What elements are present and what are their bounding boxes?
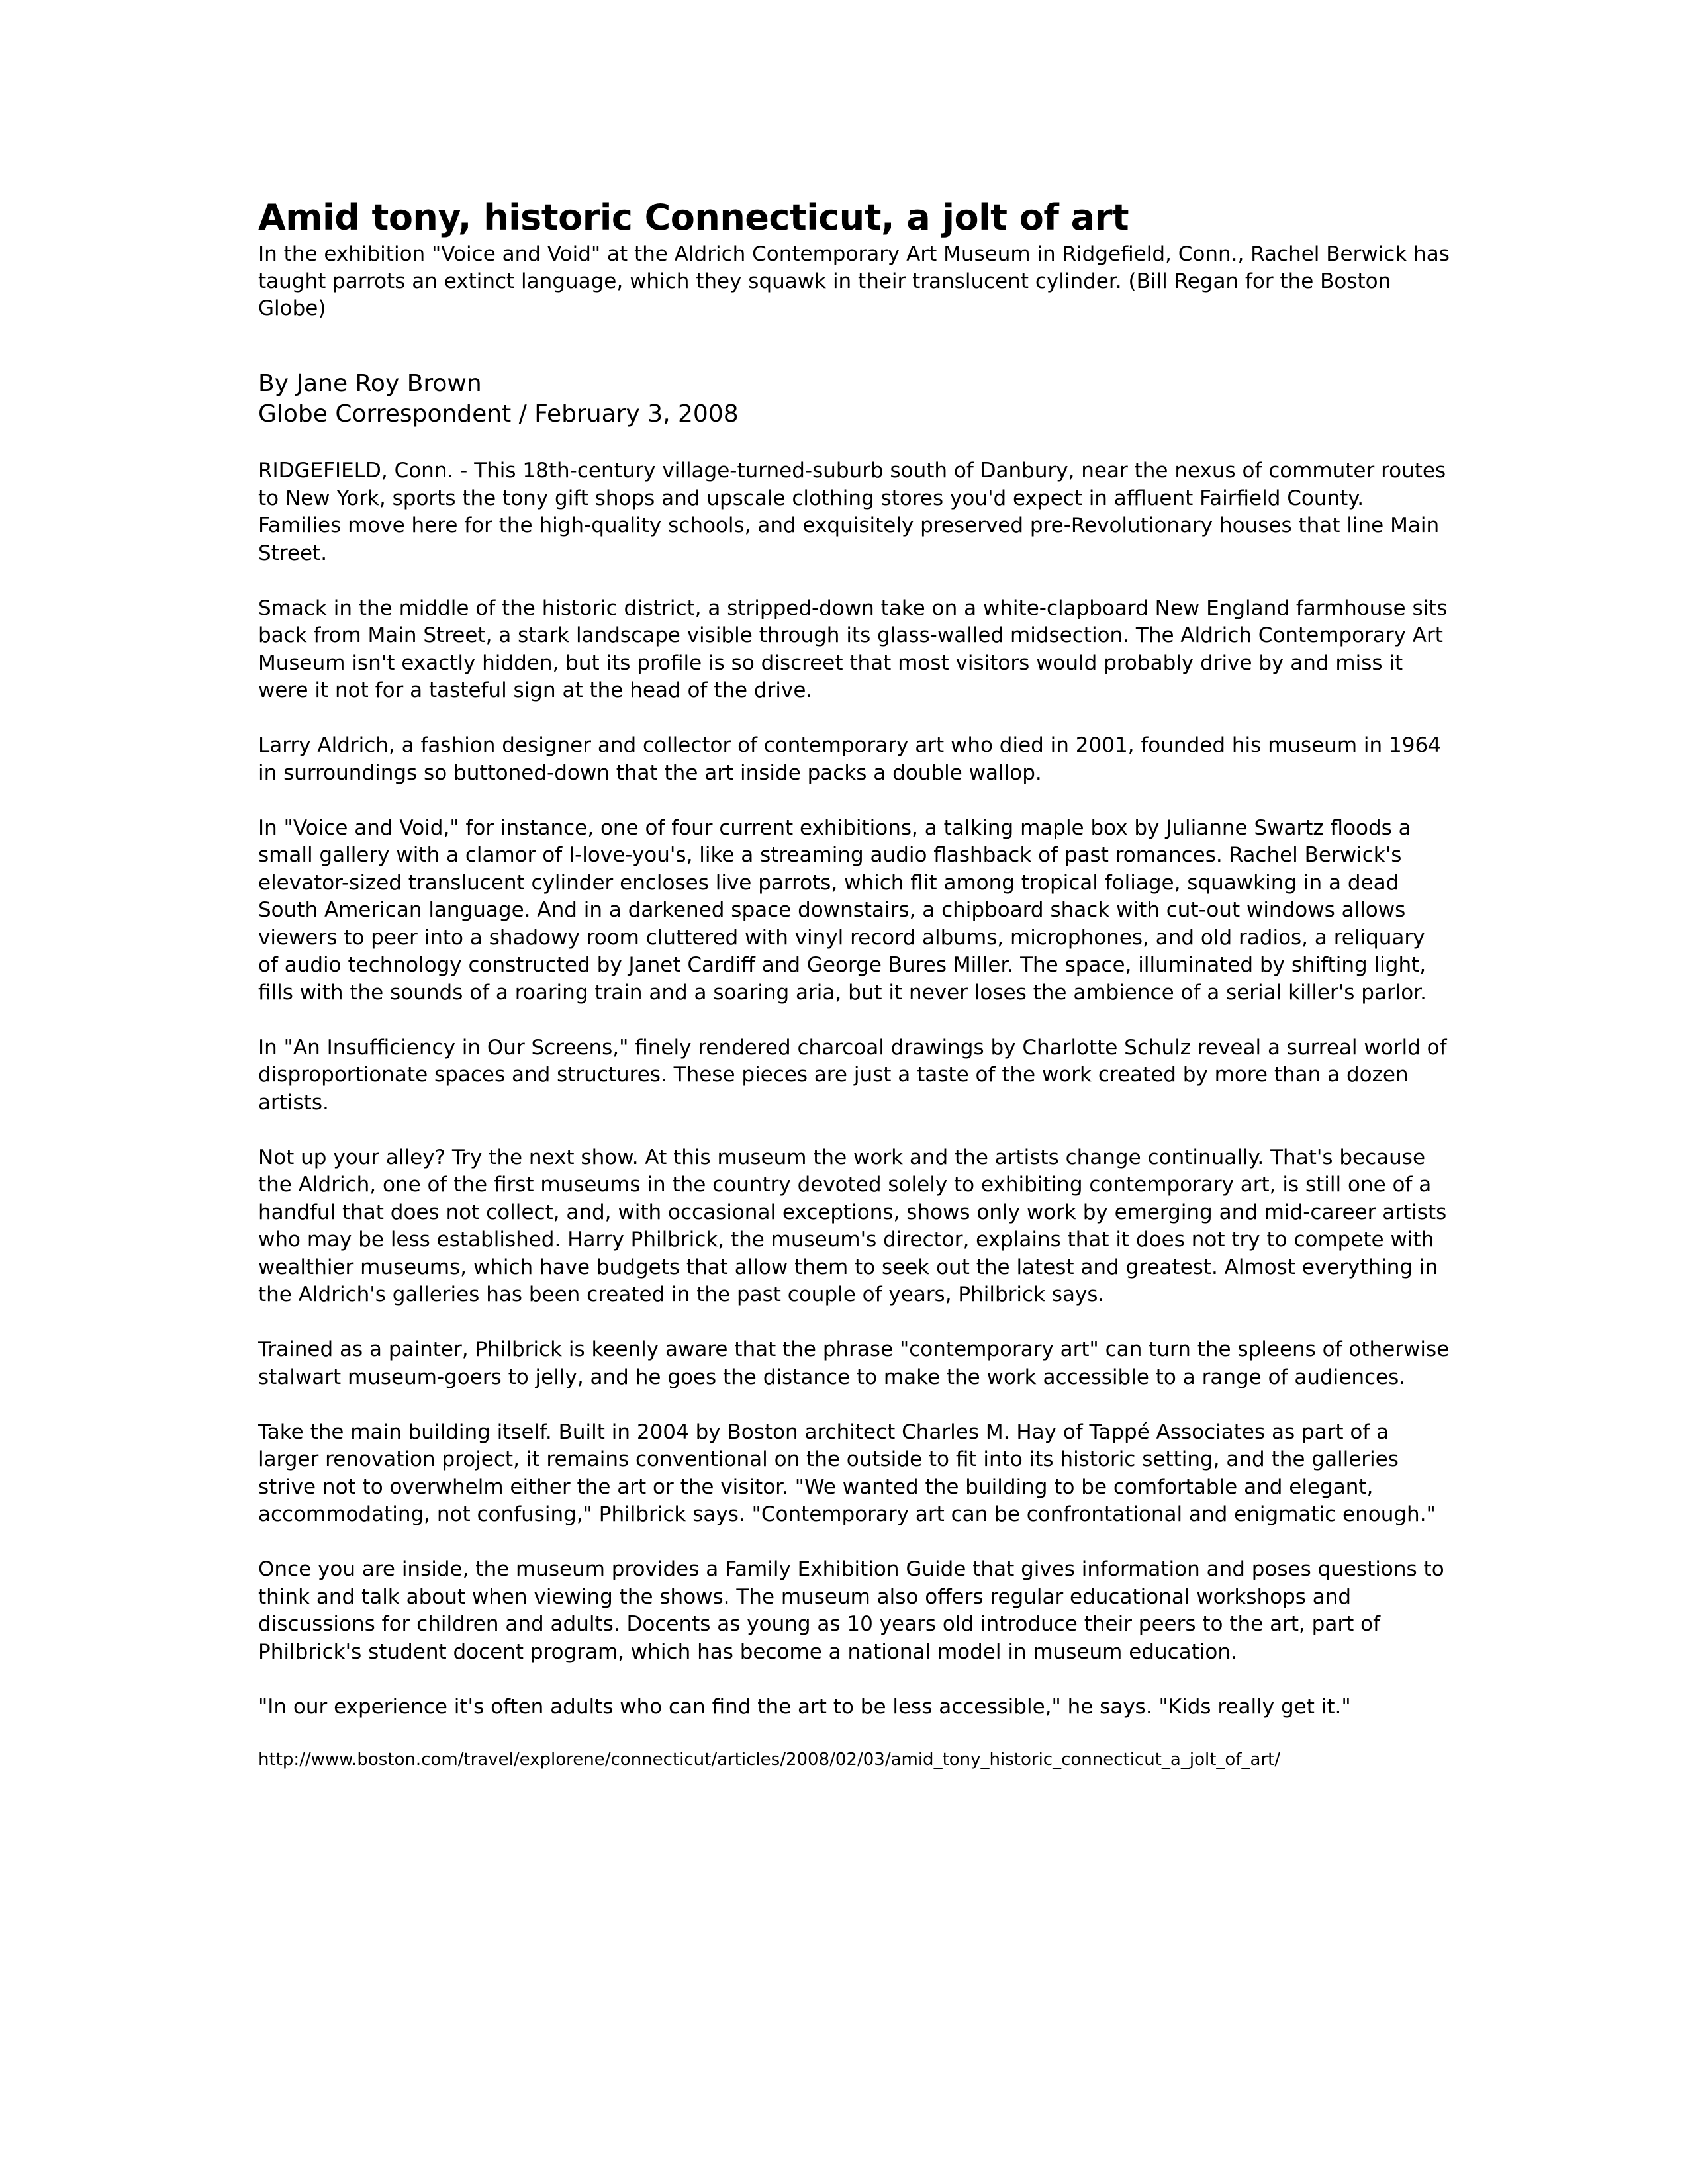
article-paragraph: Once you are inside, the museum provides a Family Exhibition Guide that gives information and poses questions to think and talk about when viewing the shows. The museum also offers regular educational workshops and discussions for children and adults. Docents as young as 10 years old introduce their peers to the art, part of Philbrick's student docent program, which has become a national model in museum education. [258,1557,1444,1664]
article-paragraph: Trained as a painter, Philbrick is keenly aware that the phrase "contemporary art" can turn the spleens of otherwise stalwart museum-goers to jelly, and he goes the distance to make the work accessible to a range of audiences. [258,1338,1450,1389]
article-paragraph: In "An Insufficiency in Our Screens," finely rendered charcoal drawings by Charlotte Schulz reveal a surreal world of disproportionate spaces and structures. These pieces are just a taste of the work created by more than a dozen artists. [258,1035,1447,1115]
article-paragraph: RIDGEFIELD, Conn. - This 18th-century village-turned-suburb south of Danbury, near the nexus of commuter routes to New York, sports the tony gift shops and upscale clothing stores you'd expect in affluent Fairfield County. Families move here for the high-quality schools, and exquisitely preserved pre-Revolutionary houses that line Main Street. [258,459,1446,565]
article-paragraph: In "Voice and Void," for instance, one of four current exhibitions, a talking maple box by Julianne Swartz floods a small gallery with a clamor of I-love-you's, like a streaming audio flashback of past romances. Rachel Berwick's elevator-sized translucent cylinder encloses live parrots, which flit among tropical foliage, squawking in a dead South American language. And in a darkened space downstairs, a chipboard shack with cut-out windows allows viewers to peer into a shadowy room cluttered with vinyl record albums, microphones, and old radios, a reliquary of audio technology constructed by Janet Cardiff and George Bures Miller. The space, illuminated by shifting light, fills with the sounds of a roaring train and a soaring aria, but it never loses the ambience of a serial killer's parlor. [258,815,1427,1005]
byline [258,369,1450,430]
article-body [258,457,1450,1721]
dateline: Globe Correspondent / February 3, 2008 [258,400,739,428]
article-paragraph: Take the main building itself. Built in 2004 by Boston architect Charles M. Hay of Tappé Associates as part of a larger renovation project, it remains conventional on the outside to fit into its historic setting, and the galleries strive not to overwhelm either the art or the visitor. "We wanted the building to be comfortable and elegant, accommodating, not confusing," Philbrick says. "Contemporary art can be confrontational and enigmatic enough." [258,1420,1436,1526]
author-name: By Jane Roy Brown [258,370,482,397]
article-paragraph: Smack in the middle of the historic district, a stripped-down take on a white-clapboard New England farmhouse sits back from Main Street, a stark landscape visible through its glass-walled midsection. The Aldrich Contemporary Art Museum isn't exactly hidden, but its profile is so discreet that most visitors would probably drive by and miss it were it not for a tasteful sign at the head of the drive. [258,596,1448,702]
photo-caption: In the exhibition "Voice and Void" at the Aldrich Contemporary Art Museum in Ridgefield, Conn., Rachel Berwick has taught parrots an extinct language, which they squawk in their translucent cylinder. (Bill Regan for the Boston Globe) [258,242,1450,320]
article-paragraph: Not up your alley? Try the next show. At this museum the work and the artists change continually. That's because the Aldrich, one of the first museums in the country devoted solely to exhibiting contemporary art, is still one of a handful that does not collect, and, with occasional exceptions, shows only work by emerging and mid-career artists who may be less established. Harry Philbrick, the museum's director, explains that it does not try to compete with wealthier museums, which have budgets that allow them to seek out the latest and greatest. Almost everything in the Aldrich's galleries has been created in the past couple of years, Philbrick says. [258,1145,1447,1306]
article-paragraph: Larry Aldrich, a fashion designer and collector of contemporary art who died in 2001, founded his museum in 1964 in surroundings so buttoned-down that the art inside packs a double wallop. [258,733,1441,785]
source-url: http://www.boston.com/travel/explorene/connecticut/articles/2008/02/03/amid_tony_historic_connecticut_a_jolt_of_art/ [258,1749,1281,1770]
article-page [258,195,1450,1771]
article-headline: Amid tony, historic Connecticut, a jolt of art [258,197,1129,238]
article-paragraph: "In our experience it's often adults who can find the art to be less accessible," he says. "Kids really get it." [258,1694,1351,1719]
